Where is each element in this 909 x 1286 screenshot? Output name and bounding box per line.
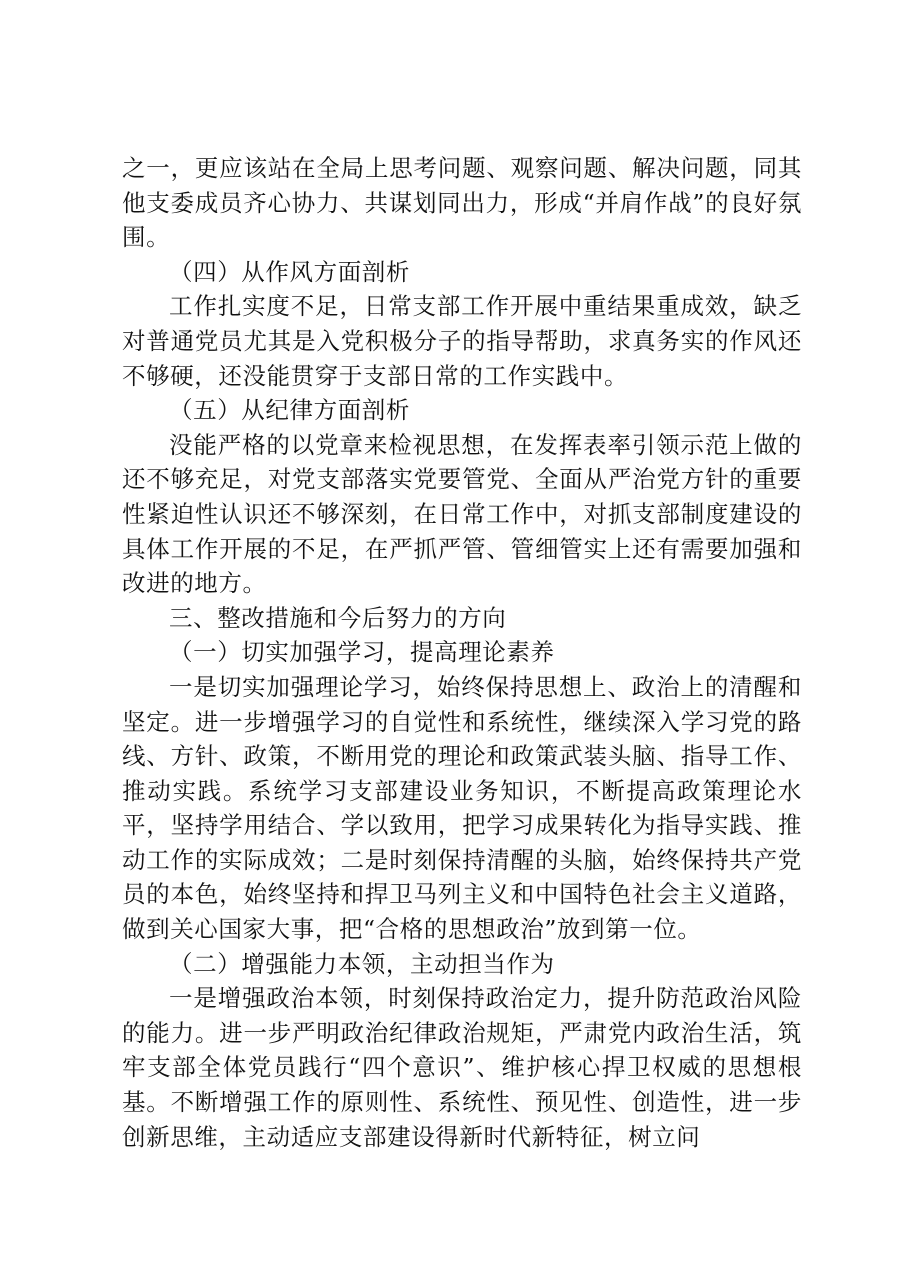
heading-ability: （二）增强能力本领，主动担当作为: [169, 949, 555, 978]
paragraph-continuation: 之一，更应该站在全局上思考问题、观察问题、解决问题，同其他支委成员齐心协力、共谋划同出力，形成“并肩作战”的良好氛围。: [122, 154, 802, 252]
heading-work-style: （四）从作风方面剖析: [169, 257, 410, 286]
heading-study: （一）切实加强学习，提高理论素养: [169, 638, 555, 667]
paragraph-work-style: 工作扎实度不足，日常支部工作开展中重结果重成效，缺乏对普通党员尤其是入党积极分子的指导帮助，求真务实的作风还不够硬，还没能贯穿于支部日常的工作实践中。: [122, 292, 802, 390]
heading-section-three: 三、整改措施和今后努力的方向: [169, 603, 507, 632]
paragraph-discipline: 没能严格的以党章来检视思想，在发挥表率引领示范上做的还不够充足，对党支部落实党要管党、全面从严治党方针的重要性紧迫性认识还不够深刻，在日常工作中，对抓支部制度建设的具体工作开展的不足，在严抓严管、管细管实上还有需要加强和改进的地方。: [122, 430, 802, 598]
paragraph-study: 一是切实加强理论学习，始终保持思想上、政治上的清醒和坚定。进一步增强学习的自觉性和系统性，继续深入学习党的路线、方针、政策，不断用党的理论和政策武装头脑、指导工作、推动实践。系统学习支部建设业务知识，不断提高政策理论水平，坚持学用结合、学以致用，把学习成果转化为指导实践、推动工作的实际成效；二是时刻保持清醒的头脑，始终保持共产党员的本色，始终坚持和捍卫马列主义和中国特色社会主义道路，做到关心国家大事，把“合格的思想政治”放到第一位。: [122, 672, 802, 944]
document-body: [122, 151, 802, 1154]
paragraph-ability: 一是增强政治本领，时刻保持政治定力，提升防范政治风险的能力。进一步严明政治纪律政治规矩，严肃党内政治生活，筑牢支部全体党员践行“四个意识”、维护核心捍卫权威的思想根基。不断增强工作的原则性、系统性、预见性、创造性，进一步创新思维，主动适应支部建设得新时代新特征，树立问: [122, 984, 802, 1151]
heading-discipline: （五）从纪律方面剖析: [169, 396, 410, 425]
